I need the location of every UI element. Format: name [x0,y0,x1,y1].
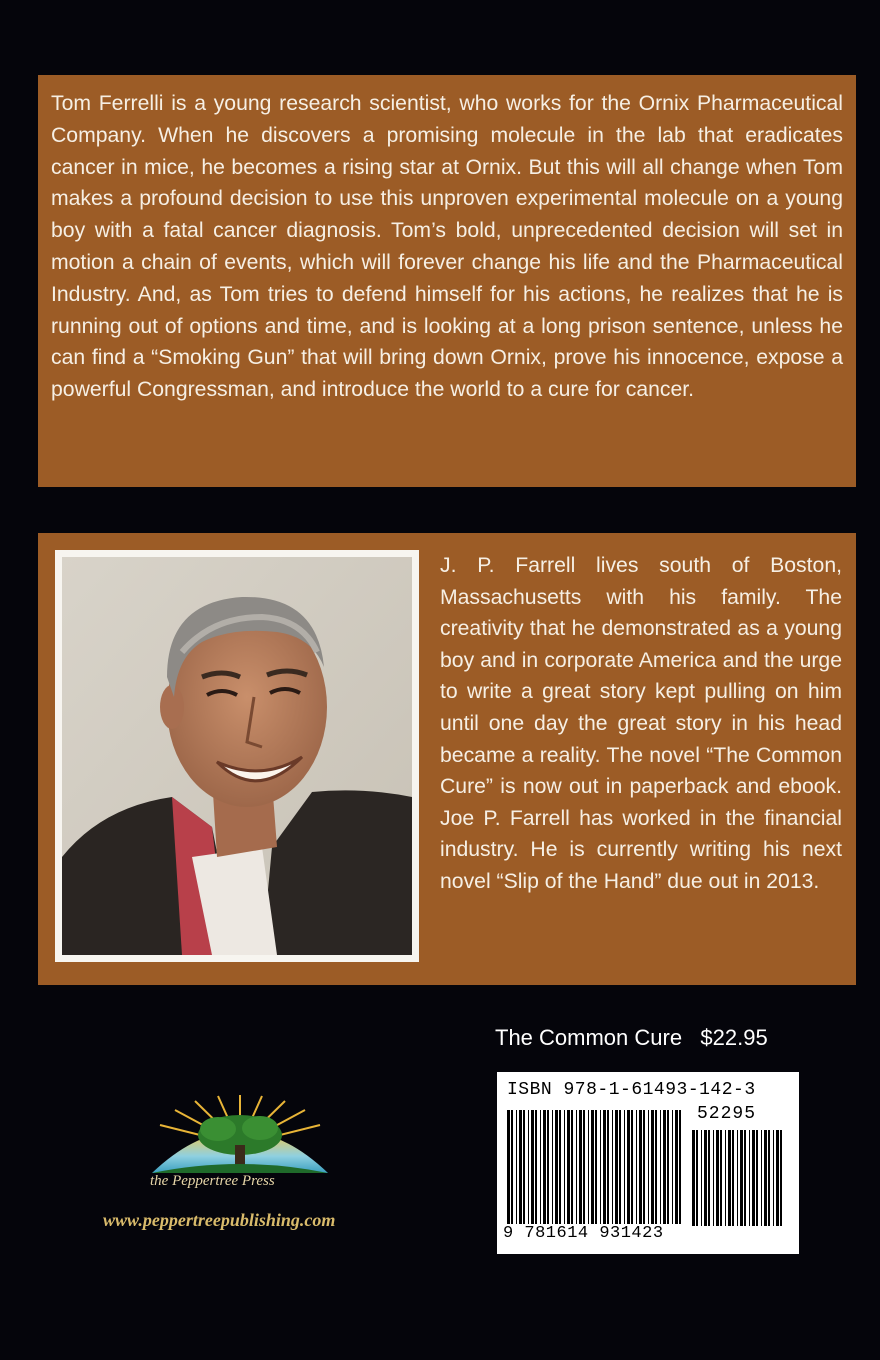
author-panel [38,533,856,985]
barcode-bar [780,1130,782,1226]
barcode-bar [728,1130,731,1226]
barcode-bar [639,1110,642,1224]
barcode-bar [627,1110,630,1224]
barcode-bar [692,1130,695,1226]
barcode-bar [713,1130,714,1226]
barcode-bar [756,1130,758,1226]
title-price-line [495,1025,768,1051]
barcode-bar [720,1130,722,1226]
barcode-bar [716,1130,719,1226]
barcode-bar [600,1110,601,1224]
publisher-website[interactable]: www.peppertreepublishing.com [103,1210,336,1230]
barcode-bar [663,1110,666,1224]
author-photo [62,557,412,955]
barcode-bar [528,1110,529,1224]
barcode-bar [564,1110,565,1224]
barcode-bar [737,1130,738,1226]
barcode-bar [531,1110,534,1224]
price-code: 52295 [697,1104,757,1124]
price-barcode [692,1130,788,1226]
barcode-bar [648,1110,649,1224]
barcode-bar [704,1130,707,1226]
barcode-bar [555,1110,558,1224]
author-bio: J. P. Farrell lives south of Boston, Massachusetts with his family. The creativity that he demonstrated as a young boy and in corporate America and the urge to write a great story kept pulling on him until one day the great story in his head became a reality. The novel “The Common Cure” is now out in paperback and ebook. Joe P. Farrell has worked in the financial industry. He is currently writing his next novel “Slip of the Hand” due out in 2013. [440,554,842,893]
barcode-bar [603,1110,606,1224]
barcode-bar [740,1130,743,1226]
barcode-bar [636,1110,637,1224]
barcode-bar [651,1110,654,1224]
barcode-bar [559,1110,561,1224]
barcode-bar [535,1110,537,1224]
barcode-bar [672,1110,673,1224]
barcode-bar [540,1110,541,1224]
barcode-bar [768,1130,770,1226]
publisher-name: the Peppertree Press [150,1173,275,1189]
isbn-text: ISBN 978-1-61493-142-3 [507,1080,756,1100]
barcode-bar [749,1130,750,1226]
barcode-bar [776,1130,779,1226]
ean-digits: 9 781614 931423 [503,1224,664,1243]
barcode-bar [519,1110,522,1224]
barcode-box [497,1072,799,1254]
synopsis-panel [38,75,856,487]
barcode-bar [552,1110,553,1224]
synopsis-text: Tom Ferrelli is a young research scientist, who works for the Ornix Pharmaceutical Company. When he discovers a promising molecule in the lab that eradicates cancer in mice, he becomes a rising star at Ornix. But this will all change when Tom makes a profound decision to use this unproven experimental molecule on a young boy with a fatal cancer diagnosis. Tom’s bold, unprecedented decision will set in motion a chain of events, which will forever change his life and the Pharmaceutical Industry. And, as Tom tries to defend himself for his actions, he realizes that he is running out of options and time, and is looking at a long prison sentence, unless he can find a “Smoking Gun” that will bring down Ornix, prove his innocence, expose a powerful Congressman, and introduce the world to a cure for cancer. [51,92,843,402]
barcode-bar [595,1110,597,1224]
author-photo-frame [55,550,419,962]
barcode-bar [588,1110,589,1224]
barcode-bar [612,1110,613,1224]
barcode-bar [764,1130,767,1226]
barcode-bar [516,1110,517,1224]
barcode-bar [631,1110,633,1224]
barcode-bar [507,1110,510,1224]
barcode-bar [696,1130,698,1226]
barcode-bar [523,1110,525,1224]
barcode-bar [655,1110,657,1224]
barcode-bar [615,1110,618,1224]
book-price: $22.95 [700,1025,768,1050]
barcode-bar [667,1110,669,1224]
barcode-bar [607,1110,609,1224]
barcode-bar [643,1110,645,1224]
barcode-bar [579,1110,582,1224]
peppertree-press-logo [140,1095,340,1177]
ean-barcode [507,1110,687,1224]
barcode-bar [773,1130,774,1226]
barcode-bar [708,1130,710,1226]
barcode-bar [675,1110,678,1224]
barcode-bar [732,1130,734,1226]
barcode-bar [725,1130,726,1226]
barcode-bar [543,1110,546,1224]
barcode-bar [619,1110,621,1224]
barcode-bar [744,1130,746,1226]
barcode-bar [567,1110,570,1224]
barcode-bar [576,1110,577,1224]
barcode-bar [752,1130,755,1226]
barcode-bar [679,1110,681,1224]
barcode-bar [660,1110,661,1224]
barcode-bar [571,1110,573,1224]
book-title: The Common Cure [495,1025,683,1050]
barcode-bar [583,1110,585,1224]
barcode-bar [701,1130,702,1226]
barcode-bar [511,1110,513,1224]
barcode-bar [761,1130,762,1226]
barcode-bar [624,1110,625,1224]
barcode-bar [591,1110,594,1224]
barcode-bar [547,1110,549,1224]
